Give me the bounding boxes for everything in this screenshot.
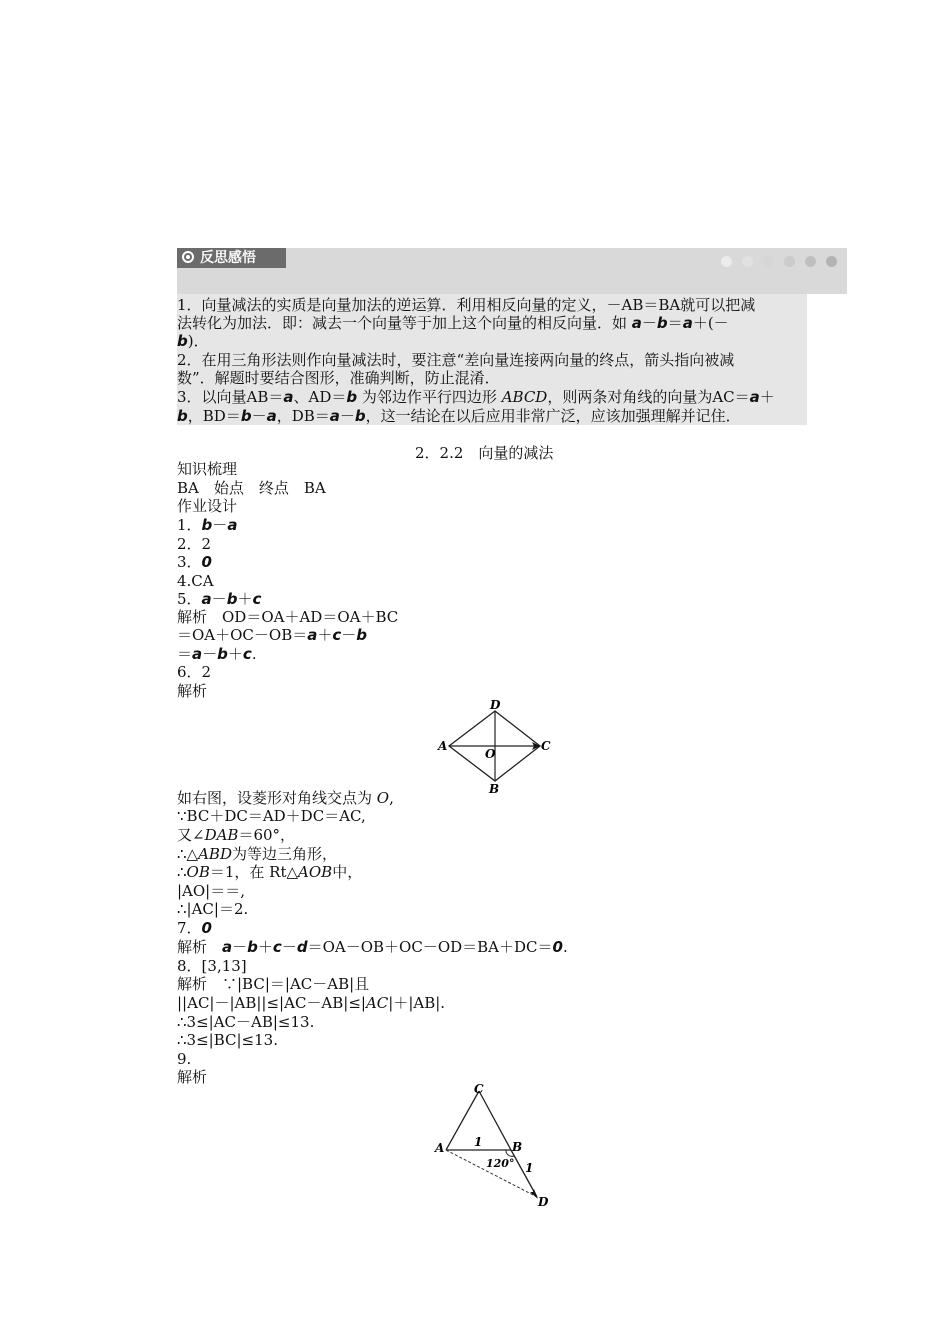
label-d: D [490,698,501,712]
reflection-title-tab [177,248,286,268]
text-segment: ＋ [257,938,273,956]
reflection-line [177,407,741,425]
triangle-figure [430,1080,560,1210]
text-segment: 解析 [177,682,208,700]
text-segment: ∴3≤|BC|≤13. [177,1031,278,1049]
text-segment: ABD [198,845,232,863]
answer-line [177,590,261,608]
text-segment: c [272,938,282,956]
answer-line [177,553,212,571]
text-segment: b [201,516,213,534]
text-segment: ∴△ [177,845,199,863]
text-segment: － [202,645,218,663]
text-segment: － [251,407,267,425]
label-ab-length: 1 [474,1135,483,1149]
section-title: 2．2.2 向量的减法 [415,444,554,462]
text-segment: , [389,789,394,807]
text-segment: － [341,626,357,644]
text-segment: 3． [177,553,202,571]
text-segment: b [247,938,258,956]
text-segment: a [329,407,340,425]
text-segment: c [332,626,342,644]
text-segment: 7． [177,919,202,937]
text-segment: 为邻边作平行四边形 [357,388,502,406]
text-segment: 解析 [177,938,223,956]
text-segment: ＋ [759,388,775,406]
text-segment: b [240,407,252,425]
text-segment: ||AC|－|AB||≤|AC－AB|≤| [177,994,366,1012]
text-segment: ＋ [237,590,253,608]
dot-icon [826,256,837,267]
answer-line [177,645,257,663]
text-segment: 8．[3,13] [177,957,247,975]
decorative-dots [711,252,837,264]
label-d: D [538,1195,549,1209]
text-segment: b [346,388,358,406]
answer-line [177,845,337,863]
dot-icon [742,256,753,267]
text-segment: . [562,938,568,956]
text-segment: 解析 [177,1068,208,1086]
text-segment: |＋|AB|. [388,994,446,1012]
text-segment: DAB [204,826,239,844]
text-segment: b [177,407,188,425]
text-segment: a [222,938,233,956]
answer-line [177,919,212,937]
text-segment: a [227,516,238,534]
label-a: A [435,1141,445,1155]
text-segment: a [307,626,318,644]
text-segment: 为等边三角形， [231,845,337,863]
text-segment: ∴ [177,863,187,881]
text-segment: － [641,314,657,332]
text-segment: a [266,407,277,425]
text-segment: 4.CA [177,572,214,590]
label-c: C [474,1082,484,1096]
label-angle: 120° [486,1157,515,1170]
text-segment: 6．2 [177,663,212,681]
text-segment: 作业设计 [177,497,238,515]
text-segment: AC [365,994,389,1012]
label-a: A [438,739,448,753]
text-segment: a [682,314,693,332]
reflection-content [177,294,807,425]
text-segment: － [339,407,355,425]
text-segment: b [354,407,366,425]
text-segment: ∴|AC|＝2. [177,900,249,918]
answer-line [177,460,237,478]
answer-line [177,789,394,807]
reflection-title: 反思感悟 [200,250,256,266]
answer-line [177,663,211,681]
text-segment: 知识梳理 [177,460,238,478]
text-segment: ＝1，在 Rt△ [209,863,299,881]
text-segment: a [283,388,294,406]
text-segment: ＝ [177,645,193,663]
text-segment: AOB [298,863,333,881]
text-segment: ＝OA＋OC－OB＝ [177,626,308,644]
answer-line [177,900,248,918]
text-segment: a [749,388,760,406]
text-segment: ∴3≤|AC－AB|≤13. [177,1013,315,1031]
text-segment: － [212,516,228,534]
text-segment: |AO|＝＝, [177,882,246,900]
label-c: C [541,739,551,753]
text-segment: 1． [177,516,202,534]
answer-line [177,807,366,825]
text-segment: b [226,590,238,608]
text-segment: c [242,645,252,663]
reflection-banner [177,248,847,294]
answer-line [177,479,326,497]
text-segment: 3．以向量AB＝ [177,388,284,406]
text-segment: b [356,626,368,644]
answer-line [177,938,568,956]
side-cb [479,1091,511,1150]
reflection-line [177,351,734,369]
text-segment: . [251,645,257,663]
text-segment: － [232,938,248,956]
text-segment: ＝OA－OB＋OC－OD＝BA＋DC＝ [307,938,553,956]
text-segment: c [252,590,262,608]
answer-line [177,994,445,1012]
text-segment: 又∠ [177,826,205,844]
dot-icon [805,256,816,267]
answer-line [177,1068,207,1086]
answer-line [177,626,367,644]
text-segment: O [376,789,390,807]
text-segment: 法转化为加法．即：减去一个向量等于加上这个向量的相反向量．如 [177,314,632,332]
text-segment: ，DB＝ [276,407,330,425]
label-b: B [489,782,500,795]
answer-line [177,882,245,900]
text-segment: ＝60°， [238,826,296,844]
text-segment: 0 [201,553,212,571]
text-segment: ∵BC＋DC＝AD＋DC＝AC, [177,807,366,825]
text-segment: 9. [177,1050,192,1068]
reflection-line [177,388,775,406]
text-segment: ，这一结论在以后应用非常广泛，应该加强理解并记住． [365,407,741,425]
text-segment: ，则两条对角线的向量为AC＝ [547,388,750,406]
text-segment: 0 [552,938,563,956]
answer-line [177,1013,314,1031]
text-segment: － [281,938,297,956]
answer-line [177,863,362,881]
reflection-line [177,314,729,332]
label-b: B [512,1140,523,1154]
text-segment: 1．向量减法的实质是向量加法的逆运算．利用相反向量的定义，－AB＝BA就可以把减 [177,296,756,314]
text-segment: 如右图，设菱形对角线交点为 [177,789,377,807]
text-segment: b [177,332,188,350]
rhombus-figure [430,697,554,795]
text-segment: )． [187,332,209,350]
target-circle-icon [182,251,194,263]
label-bd-length: 1 [525,1161,534,1175]
dot-icon [784,256,795,267]
text-segment: 0 [201,919,212,937]
answer-line [177,826,295,844]
text-segment: － [211,590,227,608]
reflection-line [177,296,755,314]
text-segment: 、AD＝ [293,388,347,406]
reflection-line [177,332,209,350]
text-segment: 2．在用三角形法则作向量减法时，要注意“差向量连接两向量的终点，箭头指向被减 [177,351,735,369]
text-segment: OB [186,863,210,881]
answer-line [177,957,247,975]
reflection-line [177,369,500,387]
text-segment: 2．2 [177,535,212,553]
answer-line [177,682,207,700]
text-segment: 5． [177,590,202,608]
text-segment: b [217,645,228,663]
answer-line [177,535,211,553]
answer-line [177,975,369,993]
text-segment: a [631,314,642,332]
text-segment: ＋ [227,645,243,663]
answer-line [177,572,214,590]
text-segment: 解析 ∵|BC|＝|AC－AB|且 [177,975,370,993]
dot-icon [763,256,774,267]
text-segment: a [192,645,203,663]
text-segment: ＋ [317,626,333,644]
text-segment: 中， [332,863,363,881]
answer-line [177,516,237,534]
answer-line [177,608,398,626]
text-segment: ＝ [667,314,683,332]
answer-line [177,1050,191,1068]
text-segment: 解析 OD＝OA＋AD＝OA＋BC [177,608,399,626]
text-segment: a [201,590,212,608]
text-segment: ＋(－ [692,314,729,332]
text-segment: BA 始点 终点 BA [177,479,326,497]
text-segment: ABCD [501,388,548,406]
answer-line [177,497,237,515]
text-segment: 数”．解题时要结合图形，准确判断，防止混淆． [177,369,500,387]
text-segment: ，BD＝ [187,407,241,425]
text-segment: b [656,314,668,332]
dot-icon [721,256,732,267]
label-o: O [485,747,496,761]
answer-line [177,1031,278,1049]
text-segment: d [296,938,308,956]
